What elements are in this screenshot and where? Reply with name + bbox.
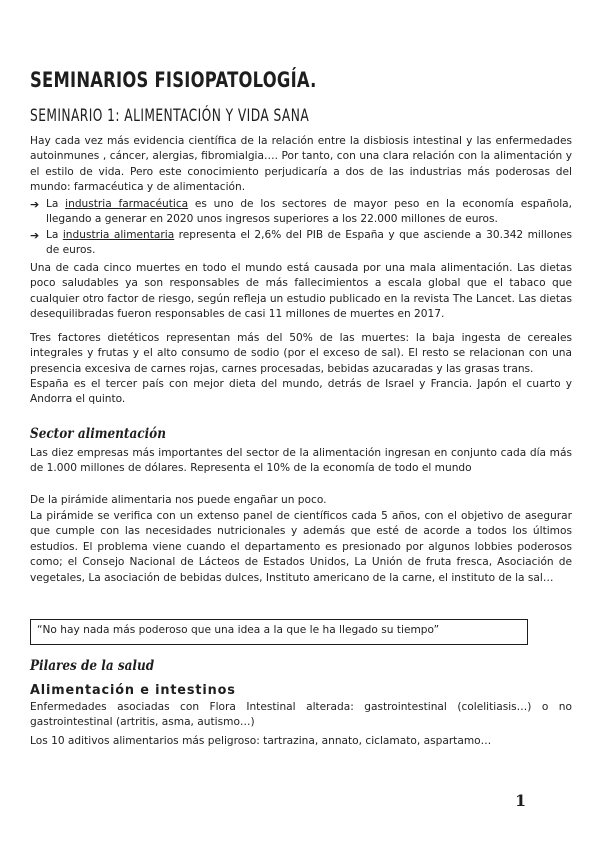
bullet-pharma-text bbox=[46, 197, 572, 228]
spain-text: España es el tercer país con mejor dieta del mundo, detrás de Israel y Francia. Japón el cuarto y Andorra el quinto. bbox=[30, 378, 572, 406]
companies-paragraph bbox=[30, 446, 572, 477]
spain-paragraph bbox=[30, 377, 572, 408]
quote-box bbox=[30, 619, 528, 645]
bullet-rest: es uno de los sectores de mayor peso en la economía española, llegando a generar en 2020 unos ingresos superiores a los 22.000 millones de euros. bbox=[46, 198, 573, 226]
deaths-text: Una de cada cinco muertes en todo el mundo está causada por una mala alimentación. Las dietas poco saludables ya son responsables de más fallecimientos a escala global que el tabaco que cualquier otro factor de riesgo, según refleja un estudio publicado en la revista The Lancet. Las dietas desequilibradas fueron responsables de casi 11 millones de muertes en 2017. bbox=[30, 262, 572, 321]
page-number: 1 bbox=[515, 791, 527, 810]
pyramid-intro-text: De la pirámide alimentaria nos puede engañar un poco. bbox=[30, 494, 327, 506]
bullet-food bbox=[30, 228, 572, 259]
bullet-food-text bbox=[46, 228, 572, 259]
arrow-icon: ➔ bbox=[30, 229, 40, 242]
quote-text: “No hay nada más poderoso que una idea a la que le ha llegado su tiempo” bbox=[37, 624, 440, 636]
seminar-subtitle: SEMINARIO 1: ALIMENTACIÓN Y VIDA SANA bbox=[30, 106, 310, 126]
term-pharma: industria farmacéutica bbox=[65, 198, 189, 210]
additives-text: Los 10 aditivos alimentarios más peligroso: tartrazina, annato, ciclamato, aspartamo… bbox=[30, 735, 492, 747]
intro-text: Hay cada vez más evidencia científica de la relación entre la disbiosis intestinal y las enfermedades autoinmunes , cáncer, alergias, fibromialgia…. Por tanto, con una clara relación con la alimentación y el estilo de vida. Pero este conocimiento perjudicaría a dos de las industrias más poderosas del mundo: farmacéutica y de alimentación. bbox=[30, 135, 572, 194]
deaths-paragraph bbox=[30, 261, 572, 323]
term-food: industria alimentaria bbox=[62, 229, 175, 241]
section-food: Sector alimentación bbox=[30, 426, 166, 442]
pyramid-text: La pirámide se verifica con un extenso panel de científicos cada 5 años, con el objetivo de asegurar que cumple con las necesidades nutricionales y además que esté de acorde a todos los últimos estudios. El problema viene cuando el departamento es presionado por algunos lobbies poderosos como; el Consejo Nacional de Lácteos de Estados Unidos, La Unión de fruta fresca, Asociación de vegetales, La asociación de bebidas dulces, Instituto americano de la carne, el instituto de la sal… bbox=[30, 510, 572, 584]
bullet-prefix: La bbox=[46, 198, 66, 210]
bullet-rest: representa el 2,6% del PIB de España y que asciende a 30.342 millones de euros. bbox=[46, 229, 572, 257]
additives-paragraph bbox=[30, 734, 572, 749]
flora-paragraph bbox=[30, 700, 572, 731]
bullet-prefix: La bbox=[46, 229, 63, 241]
subheading-gut: Alimentación e intestinos bbox=[30, 682, 236, 698]
document-title: SEMINARIOS FISIOPATOLOGÍA. bbox=[30, 68, 317, 92]
intro-paragraph bbox=[30, 134, 572, 196]
section-pillars: Pilares de la salud bbox=[30, 658, 155, 674]
arrow-icon: ➔ bbox=[30, 198, 40, 211]
bullet-pharma bbox=[30, 197, 572, 228]
factors-text: Tres factores dietéticos representan más del 50% de las muertes: la baja ingesta de cereales integrales y frutas y el alto consumo de sodio (por el exceso de sal). El resto se relacionan con una presencia excesiva de carnes rojas, carnes procesadas, bebidas azucaradas y las grasas trans. bbox=[30, 332, 572, 375]
companies-text: Las diez empresas más importantes del sector de la alimentación ingresan en conjunto cada día más de 1.000 millones de dólares. Representa el 10% de la economía de todo el mundo bbox=[30, 447, 572, 475]
factors-paragraph bbox=[30, 331, 572, 377]
pyramid-paragraph bbox=[30, 509, 572, 586]
pyramid-intro-paragraph bbox=[30, 493, 572, 508]
flora-text: Enfermedades asociadas con Flora Intestinal alterada: gastrointestinal (colelitiasis…) o no gastrointestinal (artritis, asma, autismo…) bbox=[30, 701, 572, 729]
